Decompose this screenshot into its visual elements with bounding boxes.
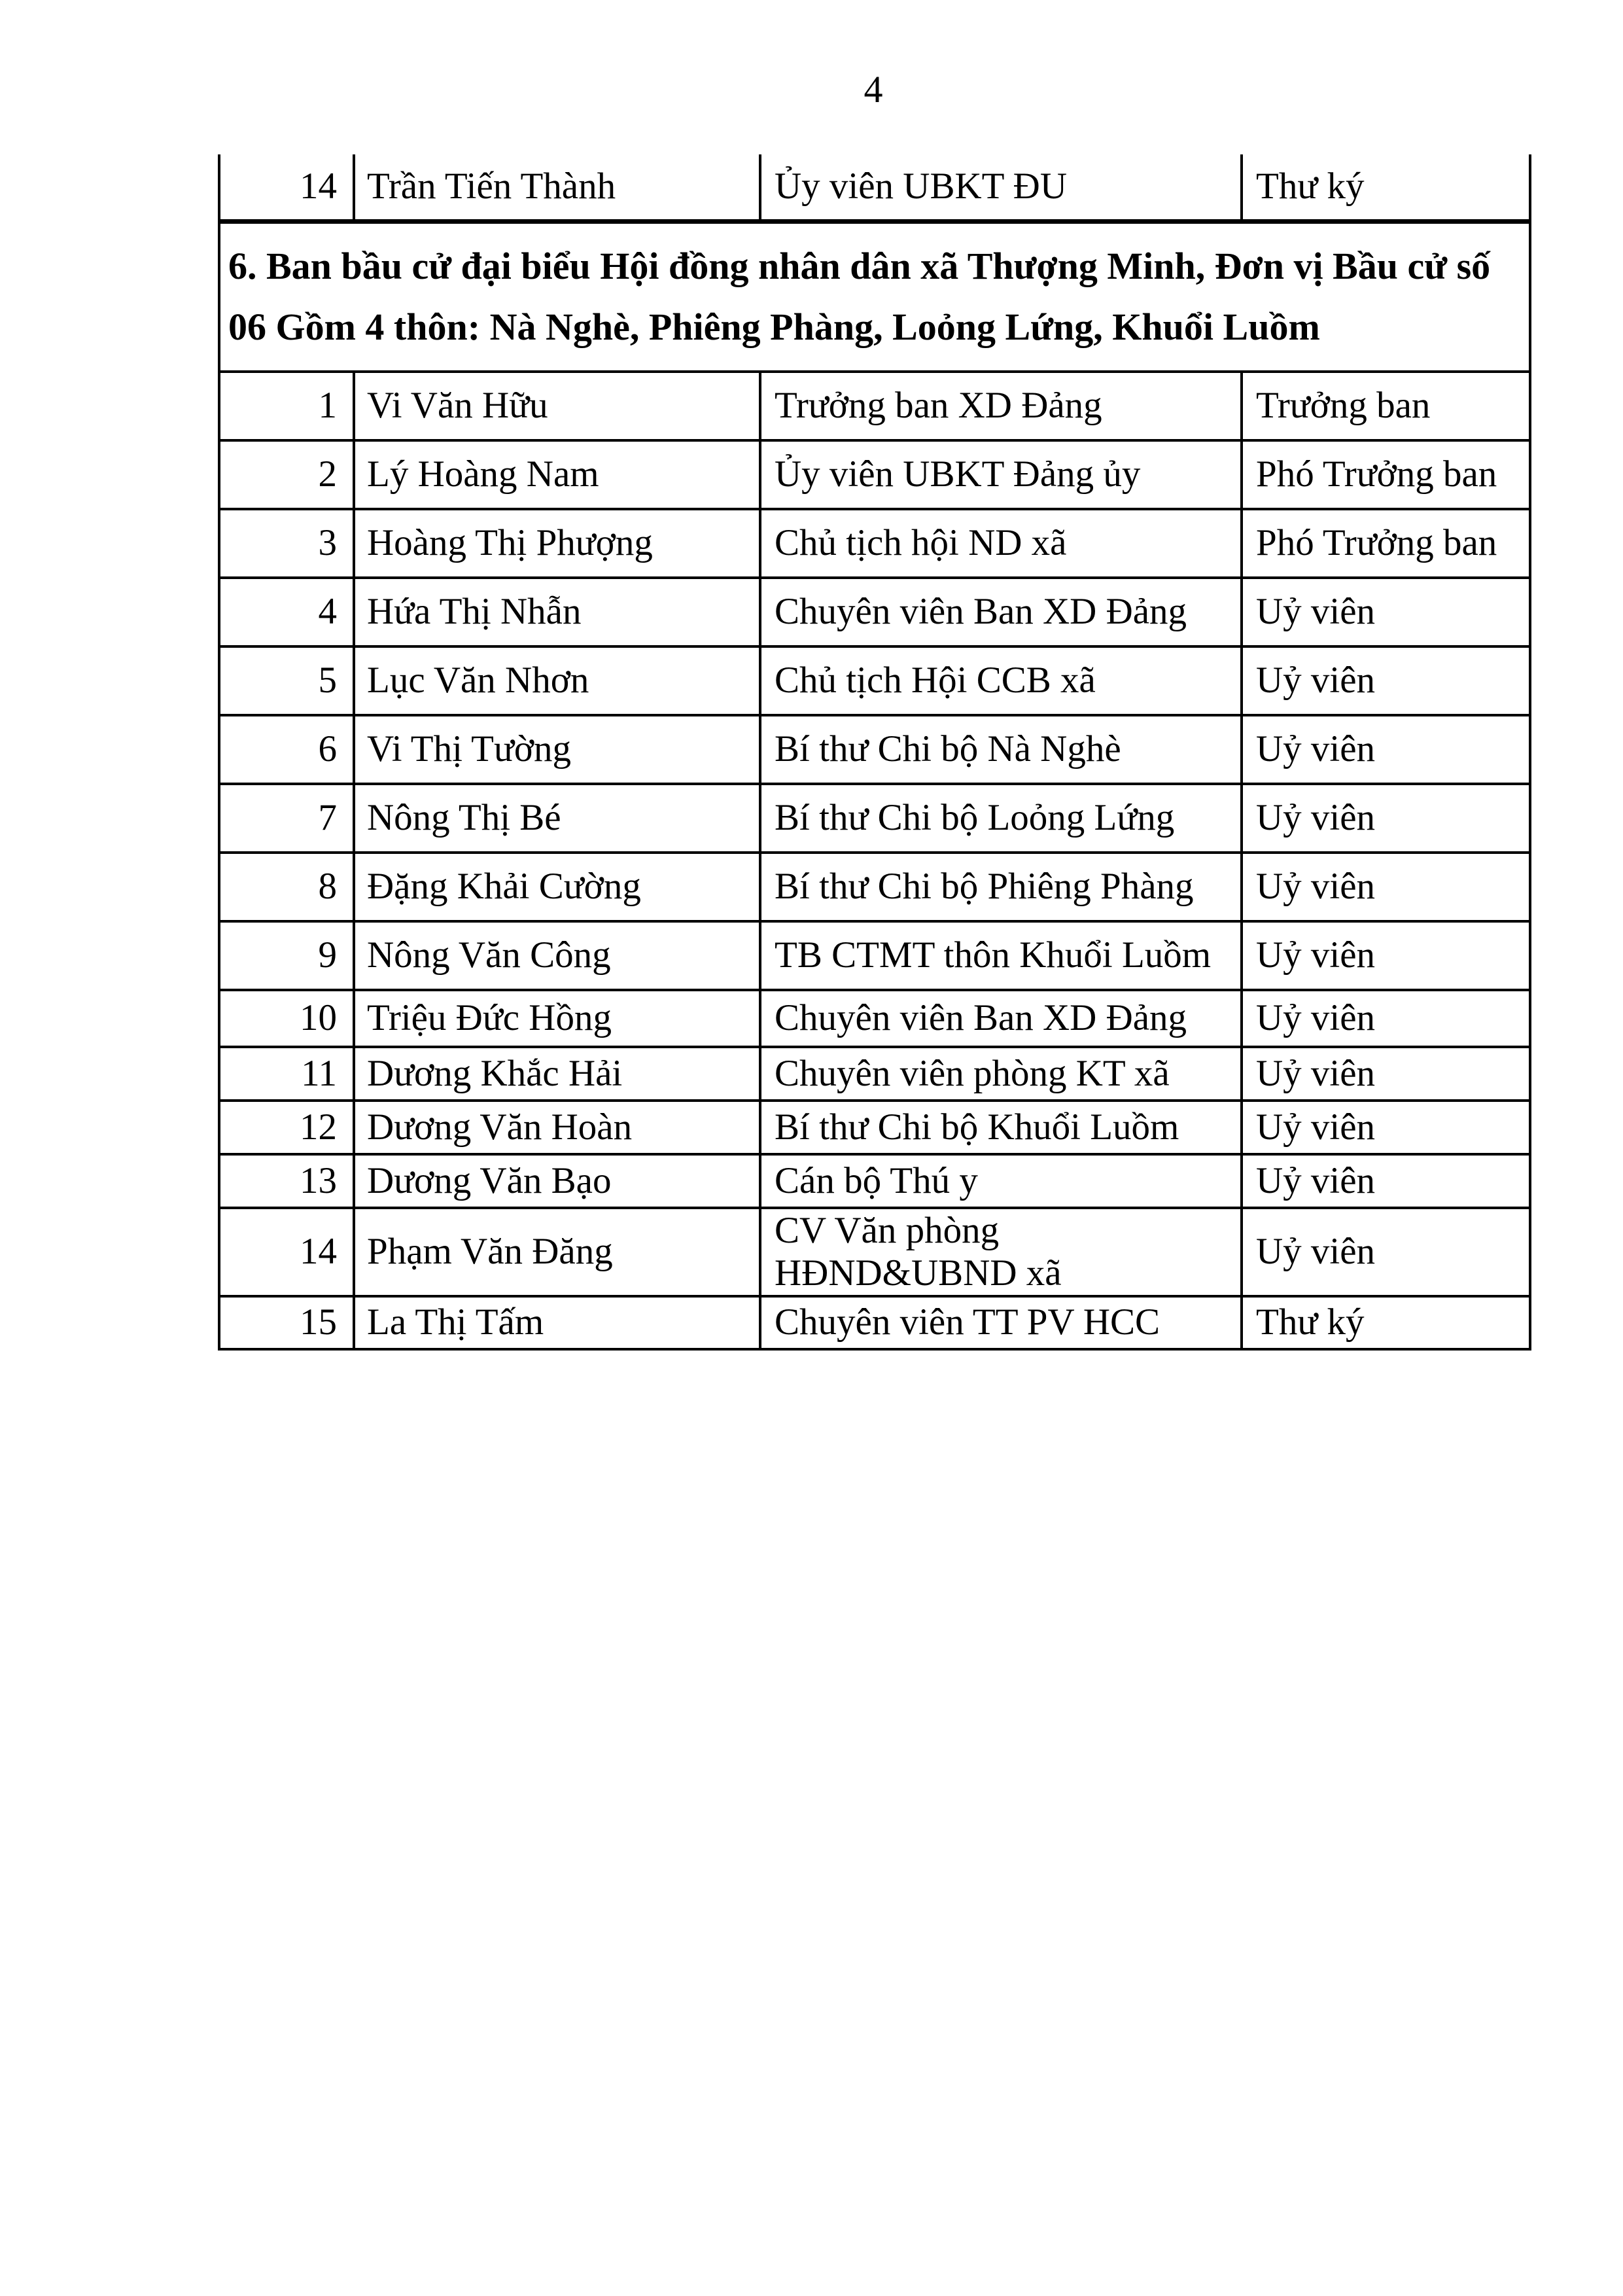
name-cell: Trần Tiến Thành xyxy=(354,154,760,221)
row-number-cell: 9 xyxy=(219,921,354,990)
table-row xyxy=(219,784,1530,853)
position-cell: Chuyên viên phòng KT xã xyxy=(760,1047,1242,1101)
role-cell: Uỷ viên xyxy=(1242,1208,1530,1296)
table-row xyxy=(219,578,1530,646)
row-number-cell: 14 xyxy=(219,154,354,221)
name-cell: La Thị Tấm xyxy=(354,1296,760,1349)
row-number-cell: 6 xyxy=(219,715,354,784)
role-cell: Thư ký xyxy=(1242,1296,1530,1349)
table-row xyxy=(219,1047,1530,1101)
role-cell: Thư ký xyxy=(1242,154,1530,221)
role-cell: Uỷ viên xyxy=(1242,578,1530,646)
table-row xyxy=(219,990,1530,1047)
row-number-cell: 4 xyxy=(219,578,354,646)
table-row xyxy=(219,154,1530,221)
table-row xyxy=(219,1101,1530,1154)
row-number-cell: 15 xyxy=(219,1296,354,1349)
name-cell: Đặng Khải Cường xyxy=(354,853,760,921)
row-number-cell: 3 xyxy=(219,509,354,578)
position-cell: Chủ tịch Hội CCB xã xyxy=(760,646,1242,715)
position-cell: Bí thư Chi bộ Khuổi Luồm xyxy=(760,1101,1242,1154)
table-row xyxy=(219,1296,1530,1349)
name-cell: Vi Văn Hữu xyxy=(354,372,760,440)
name-cell: Nông Thị Bé xyxy=(354,784,760,853)
tables-container xyxy=(218,154,1529,1351)
position-cell: TB CTMT thôn Khuổi Luồm xyxy=(760,921,1242,990)
name-cell: Lục Văn Nhơn xyxy=(354,646,760,715)
row-number-cell: 2 xyxy=(219,440,354,509)
row-number-cell: 5 xyxy=(219,646,354,715)
role-cell: Uỷ viên xyxy=(1242,990,1530,1047)
role-cell: Uỷ viên xyxy=(1242,1154,1530,1208)
section-heading-line1: 6. Ban bầu cử đại biểu Hội đồng nhân dân xã Thượng Minh, Đơn vị Bầu cử số xyxy=(228,244,1491,287)
row-number-cell: 1 xyxy=(219,372,354,440)
role-cell: Phó Trưởng ban xyxy=(1242,440,1530,509)
position-cell: Bí thư Chi bộ Phiêng Phàng xyxy=(760,853,1242,921)
section-heading-row xyxy=(219,224,1530,372)
table-row xyxy=(219,509,1530,578)
table-row xyxy=(219,1154,1530,1208)
position-cell: Chuyên viên TT PV HCC xyxy=(760,1296,1242,1349)
election-board-table xyxy=(218,224,1531,1351)
name-cell: Hoàng Thị Phượng xyxy=(354,509,760,578)
page-number: 4 xyxy=(864,68,883,111)
table-row xyxy=(219,372,1530,440)
name-cell: Triệu Đức Hồng xyxy=(354,990,760,1047)
name-cell: Dương Văn Bạo xyxy=(354,1154,760,1208)
role-cell: Trưởng ban xyxy=(1242,372,1530,440)
row-number-cell: 11 xyxy=(219,1047,354,1101)
role-cell: Uỷ viên xyxy=(1242,784,1530,853)
continuation-table-body xyxy=(219,154,1530,221)
name-cell: Hứa Thị Nhẫn xyxy=(354,578,760,646)
name-cell: Dương Văn Hoàn xyxy=(354,1101,760,1154)
role-cell: Uỷ viên xyxy=(1242,853,1530,921)
role-cell: Uỷ viên xyxy=(1242,646,1530,715)
table-row xyxy=(219,646,1530,715)
position-cell: CV Văn phòng HĐND&UBND xã xyxy=(760,1208,1242,1296)
position-cell: Cán bộ Thú y xyxy=(760,1154,1242,1208)
position-cell: Chủ tịch hội ND xã xyxy=(760,509,1242,578)
name-cell: Nông Văn Công xyxy=(354,921,760,990)
role-cell: Uỷ viên xyxy=(1242,1047,1530,1101)
name-cell: Vi Thị Tường xyxy=(354,715,760,784)
row-number-cell: 14 xyxy=(219,1208,354,1296)
role-cell: Phó Trưởng ban xyxy=(1242,509,1530,578)
table-row xyxy=(219,440,1530,509)
role-cell: Uỷ viên xyxy=(1242,921,1530,990)
position-cell: Chuyên viên Ban XD Đảng xyxy=(760,578,1242,646)
name-cell: Dương Khắc Hải xyxy=(354,1047,760,1101)
row-number-cell: 7 xyxy=(219,784,354,853)
position-cell: Bí thư Chi bộ Nà Nghè xyxy=(760,715,1242,784)
position-cell: Chuyên viên Ban XD Đảng xyxy=(760,990,1242,1047)
row-number-cell: 12 xyxy=(219,1101,354,1154)
table-row xyxy=(219,715,1530,784)
continuation-table xyxy=(218,154,1531,224)
row-number-cell: 8 xyxy=(219,853,354,921)
position-cell: Trưởng ban XD Đảng xyxy=(760,372,1242,440)
role-cell: Uỷ viên xyxy=(1242,1101,1530,1154)
position-cell: Bí thư Chi bộ Loỏng Lứng xyxy=(760,784,1242,853)
name-cell: Lý Hoàng Nam xyxy=(354,440,760,509)
section-heading-line2: 06 Gồm 4 thôn: Nà Nghè, Phiêng Phàng, Loỏng Lứng, Khuổi Luồm xyxy=(228,305,1320,348)
position-cell: Ủy viên UBKT ĐU xyxy=(760,154,1242,221)
table-row xyxy=(219,853,1530,921)
table-row xyxy=(219,1208,1530,1296)
name-cell: Phạm Văn Đăng xyxy=(354,1208,760,1296)
row-number-cell: 13 xyxy=(219,1154,354,1208)
role-cell: Uỷ viên xyxy=(1242,715,1530,784)
position-cell: Ủy viên UBKT Đảng ủy xyxy=(760,440,1242,509)
table-row xyxy=(219,921,1530,990)
election-board-table-body xyxy=(219,224,1530,1349)
row-number-cell: 10 xyxy=(219,990,354,1047)
section-heading-cell xyxy=(219,224,1530,372)
